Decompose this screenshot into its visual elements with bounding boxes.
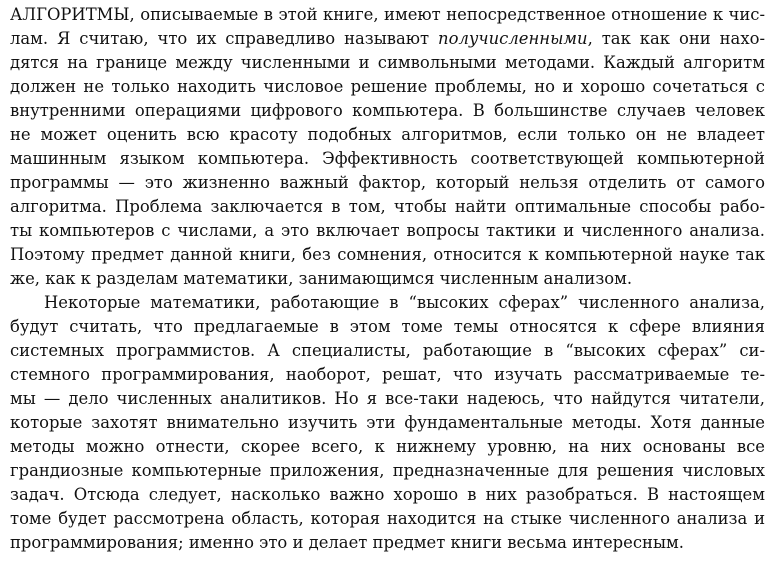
text-line: же, как к разделам математики, занимающимся численным анализом.	[10, 269, 633, 288]
text-line: ты компьютеров с числами, а это включает вопросы тактики и численного анализа.	[10, 221, 765, 240]
text-line: машинным языком компьютера. Эффективность соответствующей компьютерной	[10, 149, 765, 168]
text-line: методы можно отнести, скорее всего, к нижнему уровню, на них основаны все	[10, 437, 765, 456]
emphasized-term: получисленными	[438, 29, 588, 48]
opening-word: АЛГОРИТМЫ	[10, 5, 130, 24]
text-line: алгоритма. Проблема заключается в том, чтобы найти оптимальные способы рабо-	[10, 197, 765, 216]
text-line: грандиозные компьютерные приложения, предназначенные для решения числовых	[10, 461, 765, 480]
text-line: Некоторые математики, работающие в “высоких сферах” численного анализа,	[44, 293, 765, 312]
text-line: программы — это жизненно важный фактор, который нельзя отделить от самого	[10, 173, 765, 192]
paragraph-1	[10, 3, 765, 291]
text-line: задач. Отсюда следует, насколько важно хорошо в них разобраться. В настоящем	[10, 485, 765, 504]
text-line: лам. Я считаю, что их справедливо называют получисленными, так как они нахо-	[10, 29, 765, 48]
text-line: будут считать, что предлагаемые в этом томе темы относятся к сфере влияния	[10, 317, 765, 336]
text-line: системных программистов. А специалисты, работающие в “высоких сферах” си-	[10, 341, 765, 360]
text-line: АЛГОРИТМЫ, описываемые в этой книге, имеют непосредственное отношение к чис-	[10, 5, 765, 24]
text-line: внутренними операциями цифрового компьютера. В большинстве случаев человек	[10, 101, 765, 120]
text-line: дятся на границе между численными и символьными методами. Каждый алгоритм	[10, 53, 765, 72]
text-line: мы — дело численных аналитиков. Но я все-таки надеюсь, что найдутся читатели,	[10, 389, 765, 408]
text-line: томе будет рассмотрена область, которая находится на стыке численного анализа и	[10, 509, 765, 528]
text-line: не может оценить всю красоту подобных алгоритмов, если только он не владеет	[10, 125, 765, 144]
text-line: Поэтому предмет данной книги, без сомнения, относится к компьютерной науке так	[10, 245, 765, 264]
document-page	[10, 3, 765, 555]
paragraph-2	[10, 291, 765, 555]
text-line: должен не только находить числовое решение проблемы, но и хорошо сочетаться с	[10, 77, 765, 96]
text-line: программирования; именно это и делает предмет книги весьма интересным.	[10, 533, 684, 552]
text-line: стемного программирования, наоборот, решат, что изучать рассматриваемые те-	[10, 365, 765, 384]
text-line: которые захотят внимательно изучить эти фундаментальные методы. Хотя данные	[10, 413, 765, 432]
